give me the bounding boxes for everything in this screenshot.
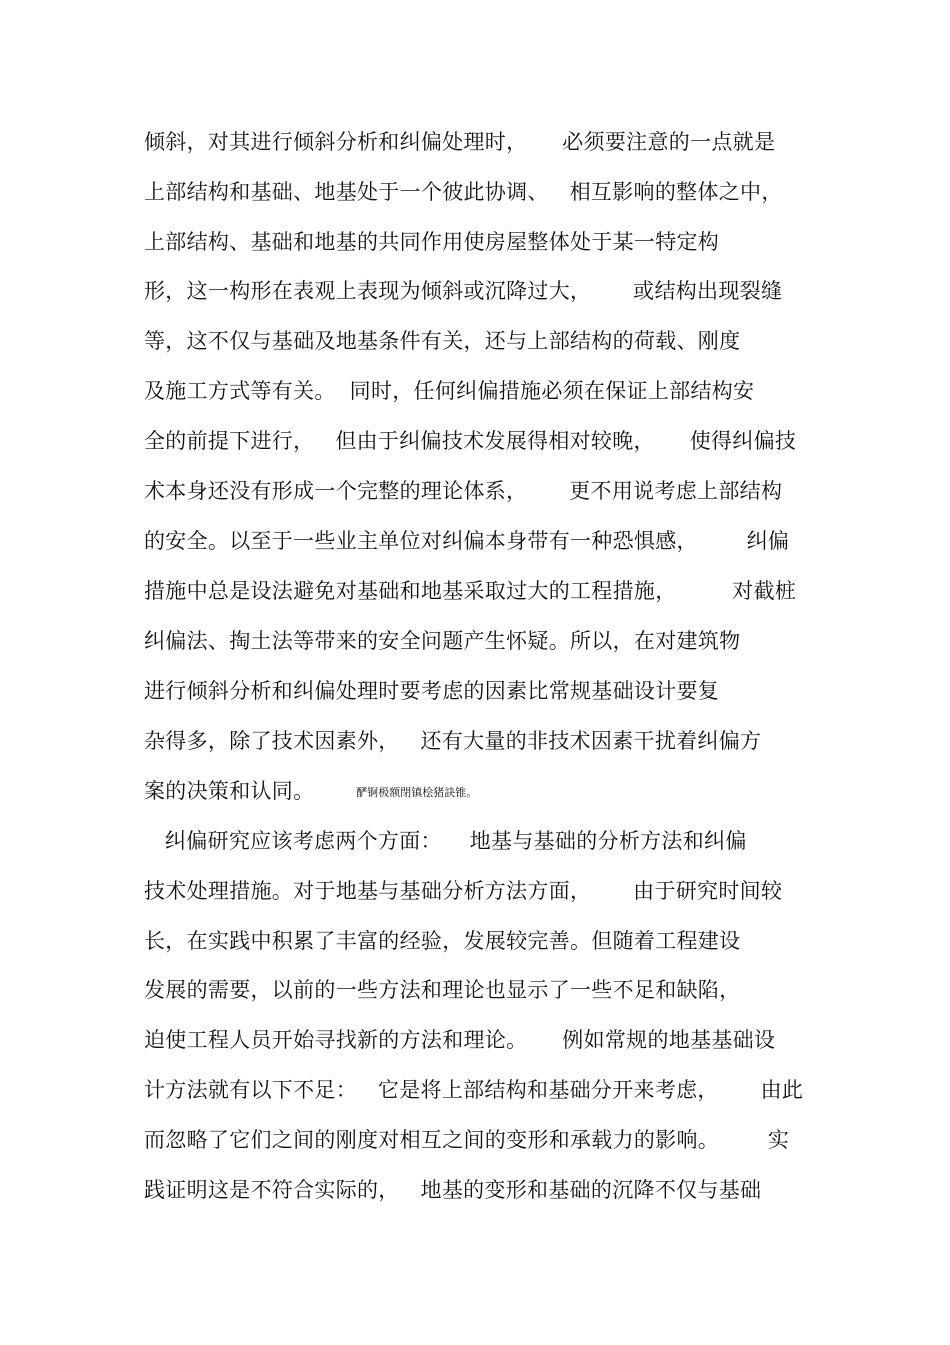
text-line: 杂得多，除了技术因素外， 还有大量的非技术因素干扰着纠偏方 [144,729,762,753]
text-line: 发展的需要，以前的一些方法和理论也显示了一些不足和缺陷， [144,978,741,1002]
text-line: 措施中总是设法避免对基础和地基采取过大的工程措施， 对截桩 [144,579,797,603]
text-line: 践证明这是不符合实际的， 地基的变形和基础的沉降不仅与基础 [144,1178,762,1202]
text-line: 术本身还没有形成一个完整的理论体系， 更不用说考虑上部结构 [144,479,783,503]
text-line: 倾斜，对其进行倾斜分析和纠偏处理时， 必须要注意的一点就是 [144,130,776,154]
text-line: 上部结构、基础和地基的共同作用使房屋整体处于某一特定构 [144,230,720,254]
text-line: 及施工方式等有关。 同时，任何纠偏措施必须在保证上部结构安 [144,379,755,403]
text-line: 等，这不仅与基础及地基条件有关，还与上部结构的荷载、刚度 [144,329,741,353]
text-line: 形，这一构形在表观上表现为倾斜或沉降过大， 或结构出现裂缝 [144,279,783,303]
text-line: 迫使工程人员开始寻找新的方法和理论。 例如常规的地基基础设 [144,1028,776,1052]
text-line: 的安全。以至于一些业主单位对纠偏本身带有一种恐惧感， 纠偏 [144,529,790,553]
text-line: 全的前提下进行， 但由于纠偏技术发展得相对较晚， 使得纠偏技 [144,429,797,453]
text-line: 长，在实践中积累了丰富的经验，发展较完善。但随着工程建设 [144,929,741,953]
garbled-note: 酽锕极额閉镇桧猪訣锥。 [356,786,478,799]
text-line: 技术处理措施。对于地基与基础分析方法方面， 由于研究时间较 [144,879,783,903]
text-line: 上部结构和基础、地基处于一个彼此协调、 相互影响的整体之中， [144,180,783,204]
text-line: 计方法就有以下不足： 它是将上部结构和基础分开来考虑， 由此 [144,1078,804,1102]
text-line: 而忽略了它们之间的刚度对相互之间的变形和承载力的影响。 实 [144,1128,790,1152]
text-line: 进行倾斜分析和纠偏处理时要考虑的因素比常规基础设计要复 [144,679,720,703]
paragraph-end-line [144,776,477,806]
text-line: 案的决策和认同。 [144,779,315,803]
paragraph-start-line: 纠偏研究应该考虑两个方面： 地基与基础的分析方法和纠偏 [144,829,747,853]
text-line: 纠偏法、掏土法等带来的安全问题产生怀疑。所以，在对建筑物 [144,629,741,653]
